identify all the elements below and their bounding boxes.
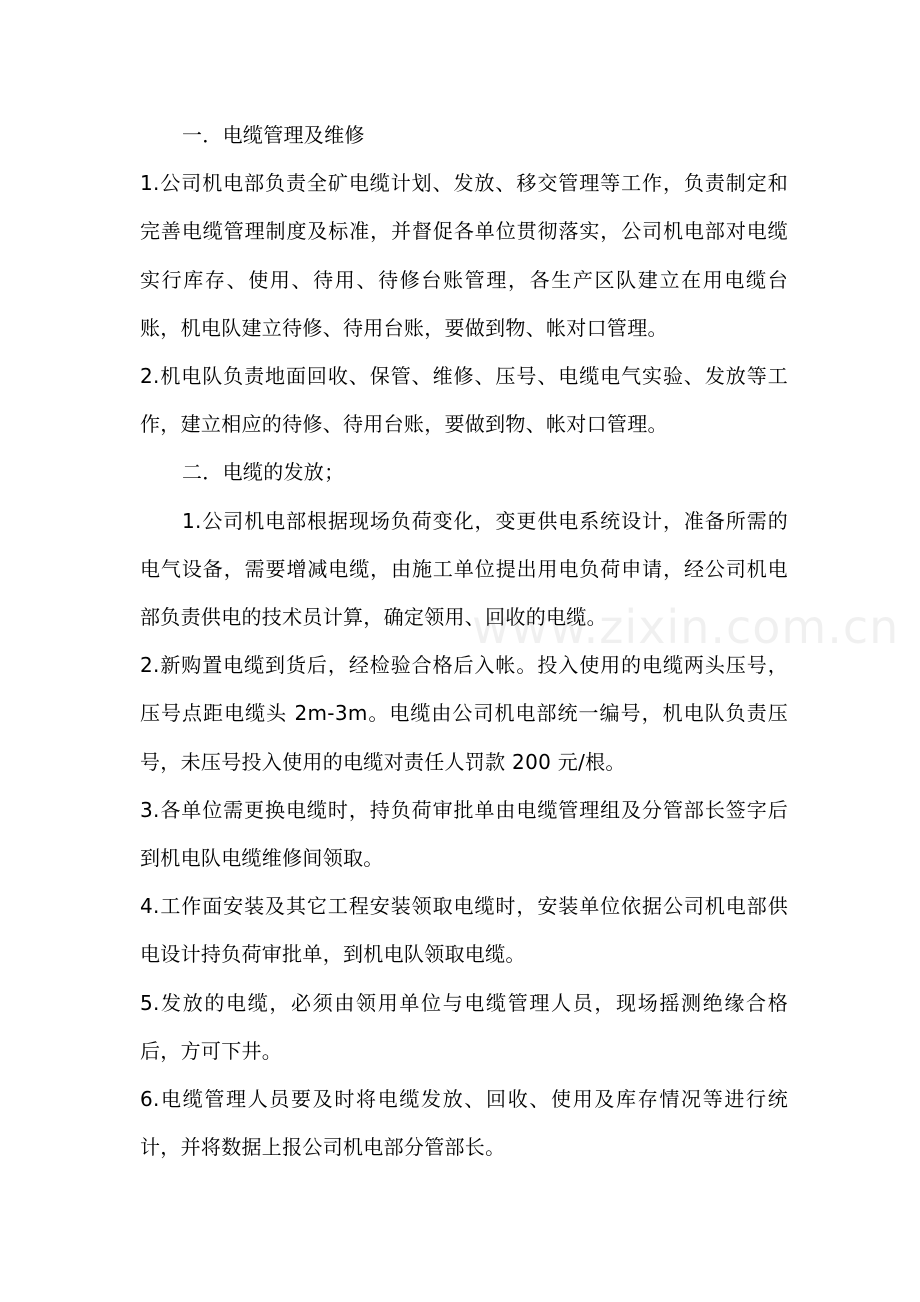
paragraph-1: 1.公司机电部负责全矿电缆计划、发放、移交管理等工作，负责制定和完善电缆管理制度及标准，并督促各单位贯彻落实，公司机电部对电缆实行库存、使用、待用、待修台账管理，各生产区队建立在用电缆台账，机电队建立待修、待用台账，要做到物、帐对口管理。: [140, 171, 788, 340]
paragraph-3: 1.公司机电部根据现场负荷变化，变更供电系统设计，准备所需的电气设备，需要增减电缆，由施工单位提出用电负荷申请，经公司机电部负责供电的技术员计算，确定领用、回收的电缆。: [140, 508, 788, 630]
paragraph-6: 4.工作面安装及其它工程安装领取电缆时，安装单位依据公司机电部供电设计持负荷审批单，到机电队领取电缆。: [140, 894, 788, 967]
section-heading-1: 一．电缆管理及维修: [182, 123, 365, 147]
document-body: [140, 111, 788, 1171]
watermark: www.zixin.com.cn: [472, 600, 900, 654]
section-heading-2: 二．电缆的发放；: [182, 460, 345, 485]
paragraph-7: 5.发放的电缆，必须由领用单位与电缆管理人员，现场摇测绝缘合格后，方可下井。: [140, 990, 788, 1063]
paragraph-5: 3.各单位需更换电缆时，持负荷审批单由电缆管理组及分管部长签字后到机电队电缆维修间领取。: [140, 797, 788, 871]
paragraph-2: 2.机电队负责地面回收、保管、维修、压号、电缆电气实验、发放等工作，建立相应的待修、待用台账，要做到物、帐对口管理。: [140, 364, 788, 437]
paragraph-8: 6.电缆管理人员要及时将电缆发放、回收、使用及库存情况等进行统计，并将数据上报公司机电部分管部长。: [140, 1087, 788, 1160]
paragraph-4: 2.新购置电缆到货后，经检验合格后入帐。投入使用的电缆两头压号，压号点距电缆头 2m-3m。电缆由公司机电部统一编号，机电队负责压号，未压号投入使用的电缆对责任人罚款 200 元/根。: [140, 653, 788, 774]
